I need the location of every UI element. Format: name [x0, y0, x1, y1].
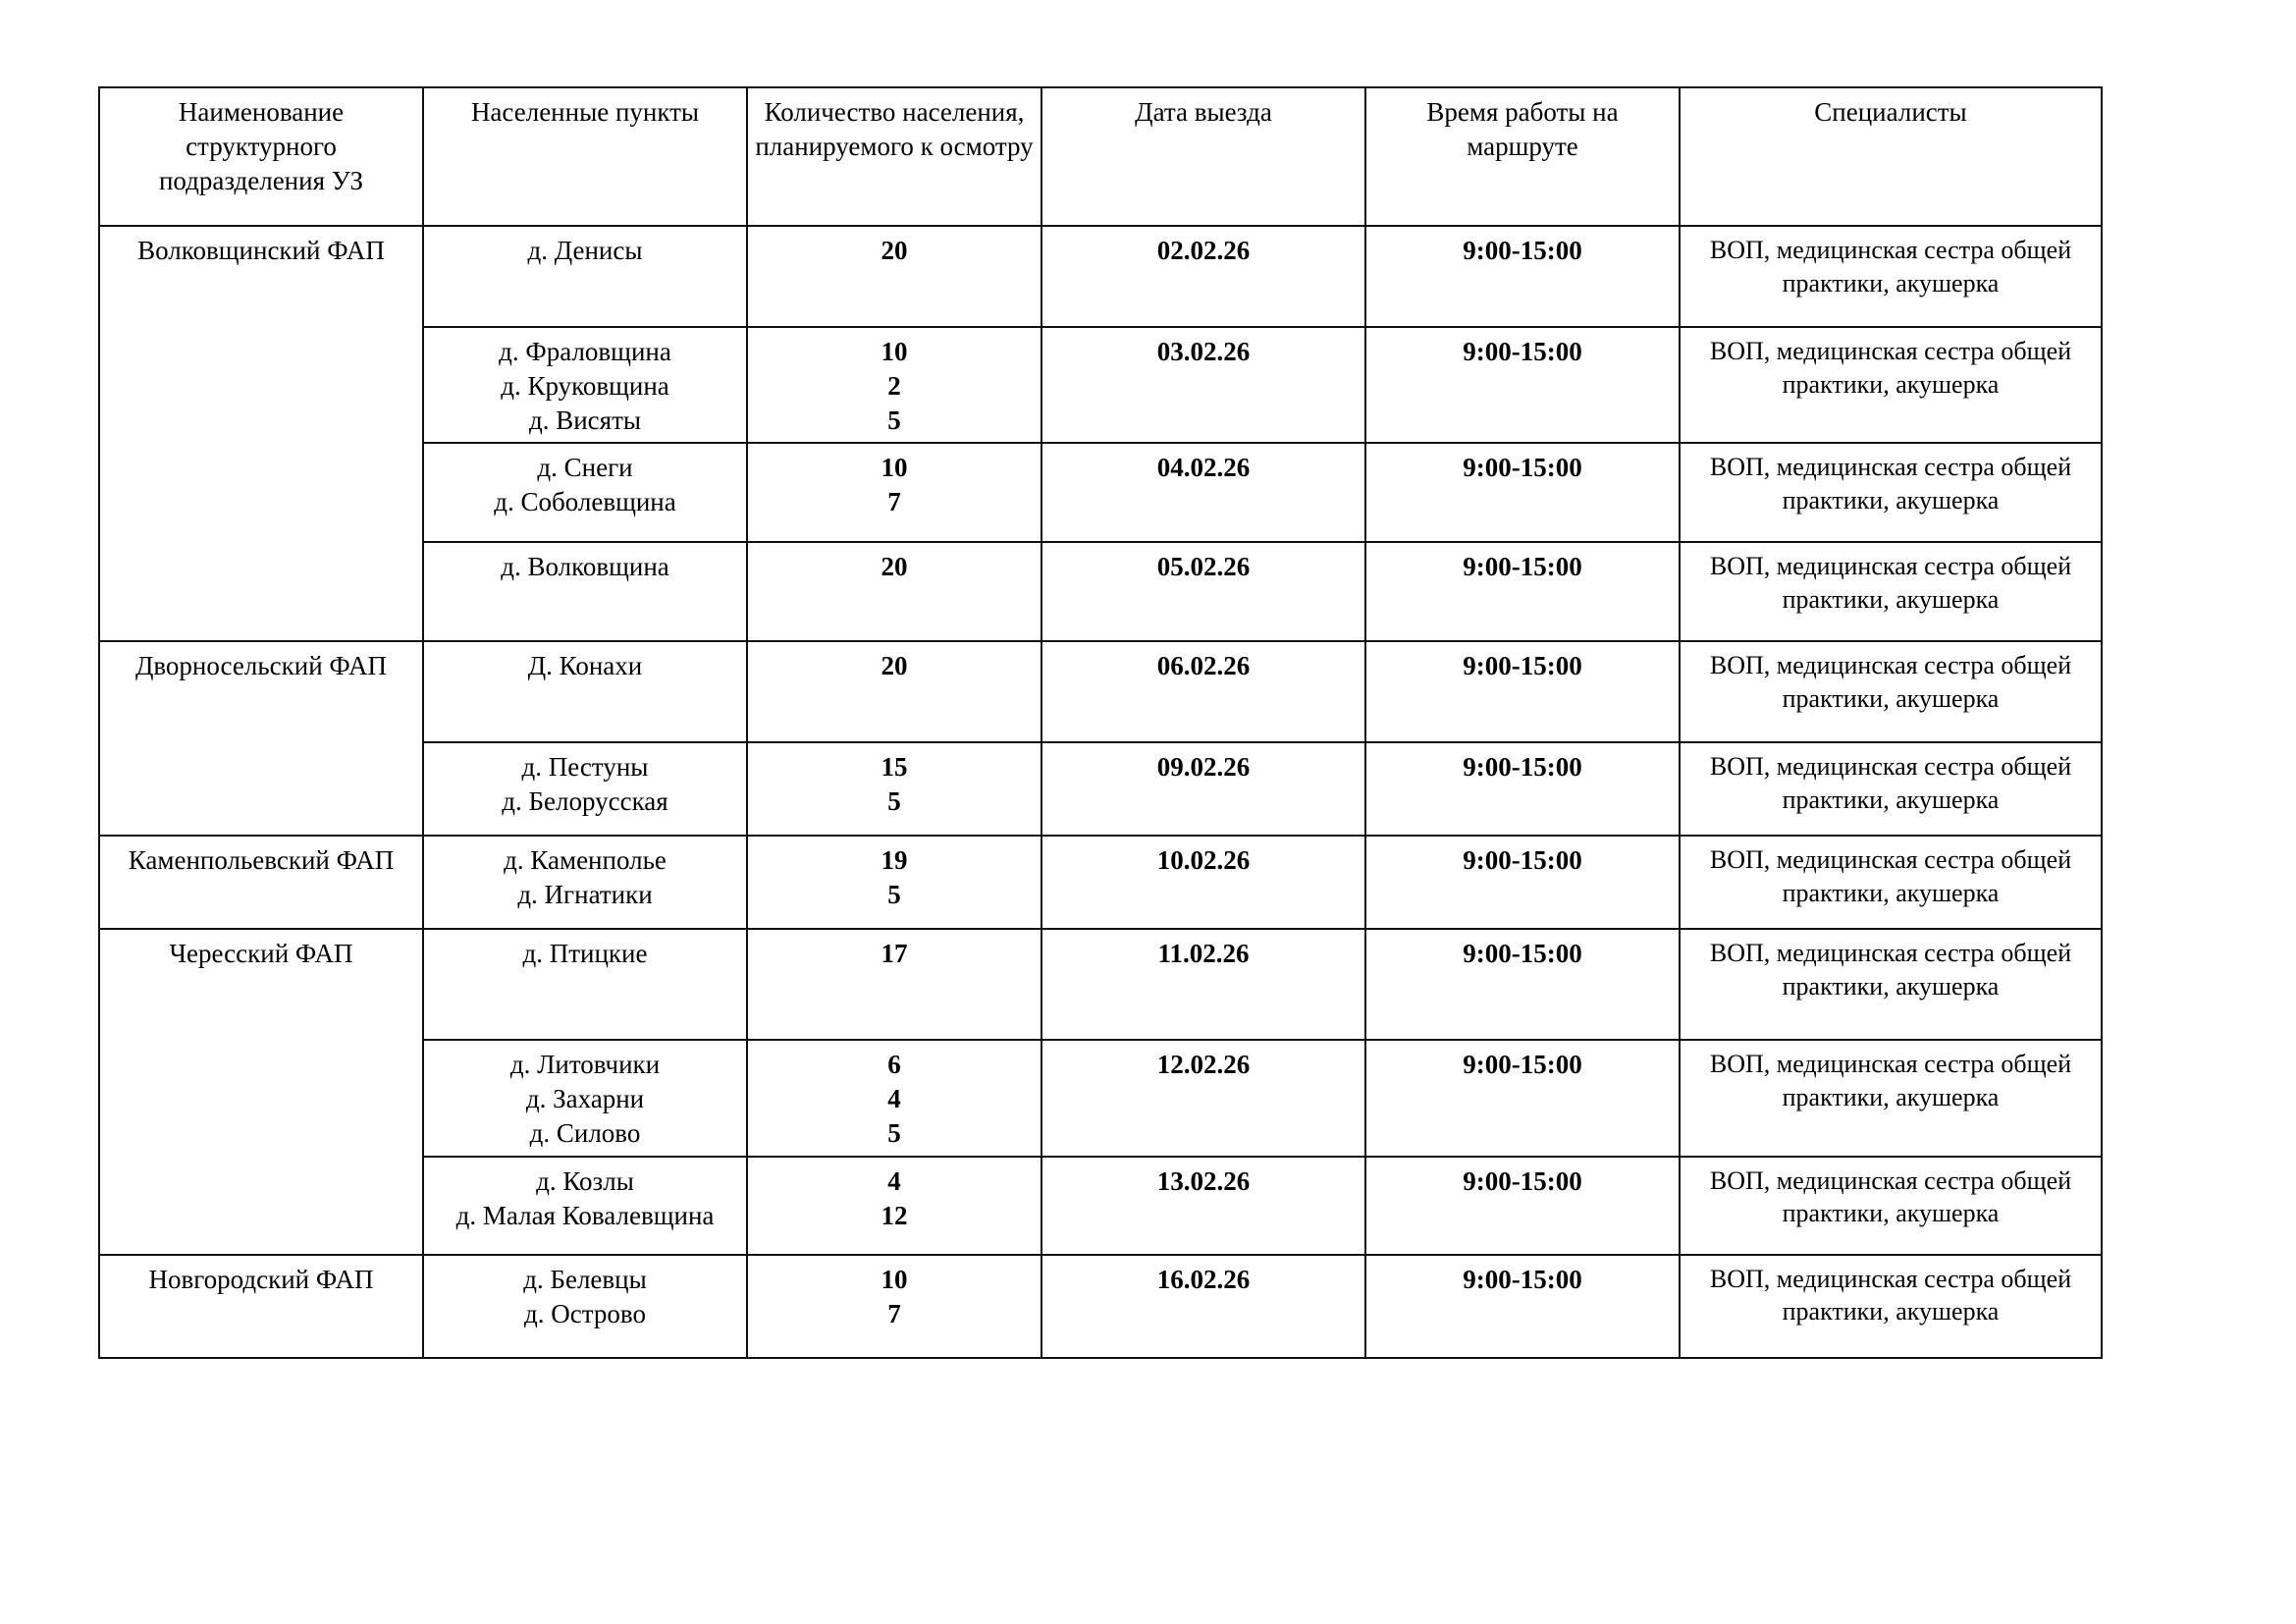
cell-date: 02.02.26 — [1041, 226, 1365, 327]
cell-specialists: ВОП, медицинская сестра общей практики, акушерка — [1680, 1040, 2102, 1156]
place-name: д. Малая Ковалевщина — [455, 1200, 715, 1230]
cell-specialists: ВОП, медицинская сестра общей практики, акушерка — [1680, 542, 2102, 641]
cell-time: 9:00-15:00 — [1365, 443, 1680, 542]
table-row — [99, 226, 2102, 327]
place-name: д. Козлы — [536, 1165, 634, 1196]
cell-time: 9:00-15:00 — [1365, 327, 1680, 443]
population-count: 10 — [881, 337, 908, 366]
cell-population — [747, 836, 1041, 929]
population-count: 4 — [887, 1165, 901, 1196]
cell-population — [747, 226, 1041, 327]
place-name: д. Птицкие — [522, 939, 648, 969]
cell-specialists: ВОП, медицинская сестра общей практики, акушерка — [1680, 327, 2102, 443]
column-header-spec: Специалисты — [1680, 87, 2102, 226]
population-count: 5 — [887, 406, 901, 436]
cell-population — [747, 542, 1041, 641]
population-count: 5 — [887, 1118, 901, 1149]
cell-time: 9:00-15:00 — [1365, 641, 1680, 742]
table-header-row — [99, 87, 2102, 226]
cell-specialists: ВОП, медицинская сестра общей практики, акушерка — [1680, 443, 2102, 542]
place-name: д. Острово — [524, 1298, 646, 1328]
cell-unit: Чересский ФАП — [99, 929, 423, 1254]
cell-date: 11.02.26 — [1041, 929, 1365, 1040]
cell-specialists: ВОП, медицинская сестра общей практики, акушерка — [1680, 929, 2102, 1040]
population-count: 2 — [887, 371, 901, 402]
column-header-time: Время работы на маршруте — [1365, 87, 1680, 226]
cell-date: 05.02.26 — [1041, 542, 1365, 641]
place-name: д. Белорусская — [502, 786, 668, 817]
cell-places — [423, 929, 747, 1040]
cell-places — [423, 226, 747, 327]
cell-date: 06.02.26 — [1041, 641, 1365, 742]
cell-places — [423, 1040, 747, 1156]
cell-date: 16.02.26 — [1041, 1255, 1365, 1358]
cell-places — [423, 443, 747, 542]
population-count: 5 — [887, 786, 901, 817]
cell-population — [747, 1040, 1041, 1156]
cell-specialists: ВОП, медицинская сестра общей практики, акушерка — [1680, 742, 2102, 836]
cell-date: 09.02.26 — [1041, 742, 1365, 836]
population-count: 7 — [887, 487, 901, 517]
cell-population — [747, 742, 1041, 836]
place-name: д. Литовчики — [509, 1050, 661, 1080]
column-header-date: Дата выезда — [1041, 87, 1365, 226]
cell-unit: Волковщинский ФАП — [99, 226, 423, 641]
place-name: д. Висяты — [528, 406, 642, 436]
population-count: 5 — [887, 880, 901, 910]
cell-date: 12.02.26 — [1041, 1040, 1365, 1156]
place-name: д. Пестуны — [521, 752, 649, 783]
population-count: 15 — [881, 752, 908, 783]
population-count: 17 — [881, 939, 908, 969]
place-name: Д. Конахи — [527, 651, 643, 681]
cell-places — [423, 836, 747, 929]
cell-places — [423, 542, 747, 641]
cell-population — [747, 443, 1041, 542]
cell-population — [747, 641, 1041, 742]
population-count: 10 — [881, 1264, 908, 1294]
cell-population — [747, 929, 1041, 1040]
cell-date: 13.02.26 — [1041, 1157, 1365, 1255]
cell-population — [747, 1157, 1041, 1255]
table-row — [99, 929, 2102, 1040]
schedule-table — [98, 86, 2103, 1359]
table-row — [99, 641, 2102, 742]
column-header-pop: Количество населения, планируемого к осмотру — [747, 87, 1041, 226]
population-count: 4 — [887, 1084, 901, 1114]
cell-population — [747, 1255, 1041, 1358]
population-count: 19 — [881, 845, 908, 876]
population-count: 20 — [881, 236, 908, 265]
place-name: д. Волковщина — [501, 552, 669, 582]
place-name: д. Каменполье — [504, 845, 667, 876]
cell-places — [423, 1255, 747, 1358]
cell-time: 9:00-15:00 — [1365, 1040, 1680, 1156]
cell-unit: Дворносельский ФАП — [99, 641, 423, 836]
population-count: 20 — [881, 651, 908, 681]
cell-date: 10.02.26 — [1041, 836, 1365, 929]
population-count: 20 — [881, 552, 908, 582]
cell-places — [423, 327, 747, 443]
column-header-unit: Наименование структурного подразделения УЗ — [99, 87, 423, 226]
cell-specialists: ВОП, медицинская сестра общей практики, акушерка — [1680, 226, 2102, 327]
place-name: д. Игнатики — [517, 880, 653, 910]
cell-places — [423, 641, 747, 742]
place-name: д. Соболевщина — [494, 487, 676, 517]
place-name: д. Белевцы — [523, 1264, 647, 1294]
cell-places — [423, 742, 747, 836]
place-name: д. Круковщина — [501, 371, 669, 402]
schedule-table-container — [98, 86, 2101, 1359]
cell-time: 9:00-15:00 — [1365, 742, 1680, 836]
cell-time: 9:00-15:00 — [1365, 1157, 1680, 1255]
cell-unit: Каменпольевский ФАП — [99, 836, 423, 929]
table-row — [99, 1255, 2102, 1358]
cell-specialists: ВОП, медицинская сестра общей практики, акушерка — [1680, 1157, 2102, 1255]
cell-unit: Новгородский ФАП — [99, 1255, 423, 1358]
cell-time: 9:00-15:00 — [1365, 836, 1680, 929]
cell-time: 9:00-15:00 — [1365, 1255, 1680, 1358]
cell-date: 04.02.26 — [1041, 443, 1365, 542]
column-header-place: Населенные пункты — [423, 87, 747, 226]
population-count: 12 — [881, 1200, 908, 1230]
cell-time: 9:00-15:00 — [1365, 929, 1680, 1040]
place-name: д. Денисы — [527, 236, 643, 265]
population-count: 6 — [887, 1050, 901, 1080]
cell-time: 9:00-15:00 — [1365, 226, 1680, 327]
cell-date: 03.02.26 — [1041, 327, 1365, 443]
cell-population — [747, 327, 1041, 443]
cell-specialists: ВОП, медицинская сестра общей практики, акушерка — [1680, 1255, 2102, 1358]
place-name: д. Захарни — [525, 1084, 645, 1114]
place-name: д. Силово — [529, 1118, 641, 1149]
cell-places — [423, 1157, 747, 1255]
cell-specialists: ВОП, медицинская сестра общей практики, акушерка — [1680, 641, 2102, 742]
place-name: д. Снеги — [537, 453, 633, 483]
population-count: 7 — [887, 1298, 901, 1328]
cell-specialists: ВОП, медицинская сестра общей практики, акушерка — [1680, 836, 2102, 929]
table-row — [99, 836, 2102, 929]
place-name: д. Фраловщина — [499, 337, 671, 366]
cell-time: 9:00-15:00 — [1365, 542, 1680, 641]
population-count: 10 — [881, 453, 908, 483]
